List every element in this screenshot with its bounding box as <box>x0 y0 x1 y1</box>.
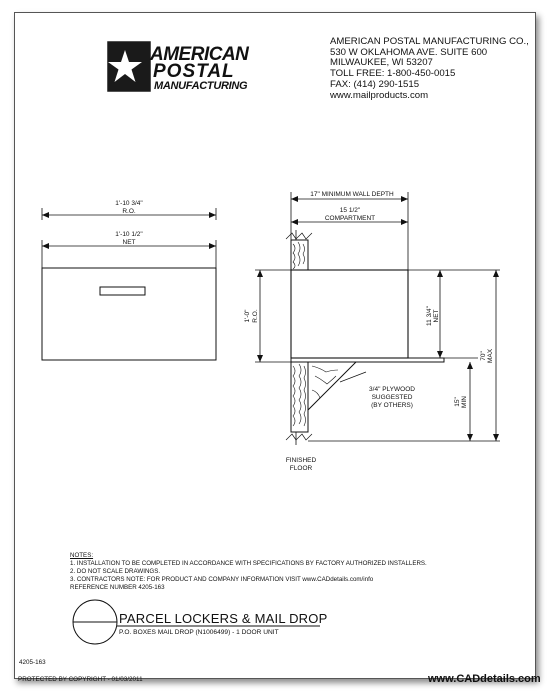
min-height-value: 15" <box>454 397 461 407</box>
max-height-label: MAX <box>487 348 494 364</box>
logo-line-3: MANUFACTURING <box>154 80 248 92</box>
note-item: REFERENCE NUMBER 4205-163 <box>70 584 165 591</box>
drawing-number: 4205-163 <box>19 659 46 666</box>
note-item: 2. DO NOT SCALE DRAWINGS. <box>70 568 161 575</box>
company-website: www.mailproducts.com <box>330 89 429 101</box>
ro-height-label: R.O. <box>252 309 259 323</box>
side-view-labels <box>244 191 494 472</box>
brand-link[interactable]: www.CADdetails.com <box>428 673 541 685</box>
drawing-title: PARCEL LOCKERS & MAIL DROP <box>119 611 328 626</box>
plywood-note-line-1: 3/4" PLYWOOD <box>369 386 415 393</box>
plywood-note-line-3: (BY OTHERS) <box>371 402 413 409</box>
ro-height-value: 1'-0" <box>244 309 251 323</box>
plywood-note-line-2: SUGGESTED <box>371 394 413 401</box>
floor-label-line-2: FLOOR <box>289 465 313 472</box>
max-height-value: 70" <box>480 351 487 361</box>
notes-header: NOTES: <box>70 552 94 559</box>
note-item: 1. INSTALLATION TO BE COMPLETED IN ACCORDANCE WITH SPECIFICATIONS BY FACTORY AUTHORIZED INSTALLERS. <box>70 560 427 567</box>
logo-line-1: AMERICAN <box>150 44 249 65</box>
company-name: AMERICAN POSTAL MANUFACTURING CO., <box>330 36 529 47</box>
company-fax: FAX: (414) 290-1515 <box>330 78 420 90</box>
note-item: 3. CONTRACTORS NOTE: FOR PRODUCT AND COMPANY INFORMATION VISIT www.CADdetails.com/info <box>70 576 374 583</box>
net-width-value: 1'-10 1/2" <box>115 231 143 238</box>
ro-width-label: R.O. <box>122 208 136 215</box>
floor-label-line-1: FINISHED <box>285 457 317 464</box>
wall-depth-label: 17" MINIMUM WALL DEPTH <box>310 191 394 198</box>
front-view-labels <box>115 200 143 246</box>
company-tollfree: TOLL FREE: 1-800-450-0015 <box>330 68 456 80</box>
title-block <box>119 611 327 636</box>
net-height-label: NET <box>433 309 440 323</box>
notes-section <box>70 552 510 592</box>
drawing-subtitle: P.O. BOXES MAIL DROP (N1006499) - 1 DOOR UNIT <box>119 629 279 636</box>
company-logo <box>108 42 250 92</box>
net-height-value: 11 3/4" <box>426 306 433 326</box>
logo-line-2: POSTAL <box>153 61 235 82</box>
compartment-depth-value: 15 1/2" <box>339 207 361 214</box>
net-width-label: NET <box>122 239 136 246</box>
company-address-1: 530 W OKLAHOMA AVE. SUITE 600 <box>330 46 488 58</box>
compartment-label: COMPARTMENT <box>324 215 376 222</box>
min-height-label: MIN <box>461 396 468 408</box>
company-address-2: MILWAUKEE, WI 53207 <box>330 57 433 69</box>
ro-width-value: 1'-10 3/4" <box>115 200 143 207</box>
company-info <box>330 37 530 101</box>
copyright-notice: PROTECTED BY COPYRIGHT - 01/03/2011 <box>18 676 143 683</box>
